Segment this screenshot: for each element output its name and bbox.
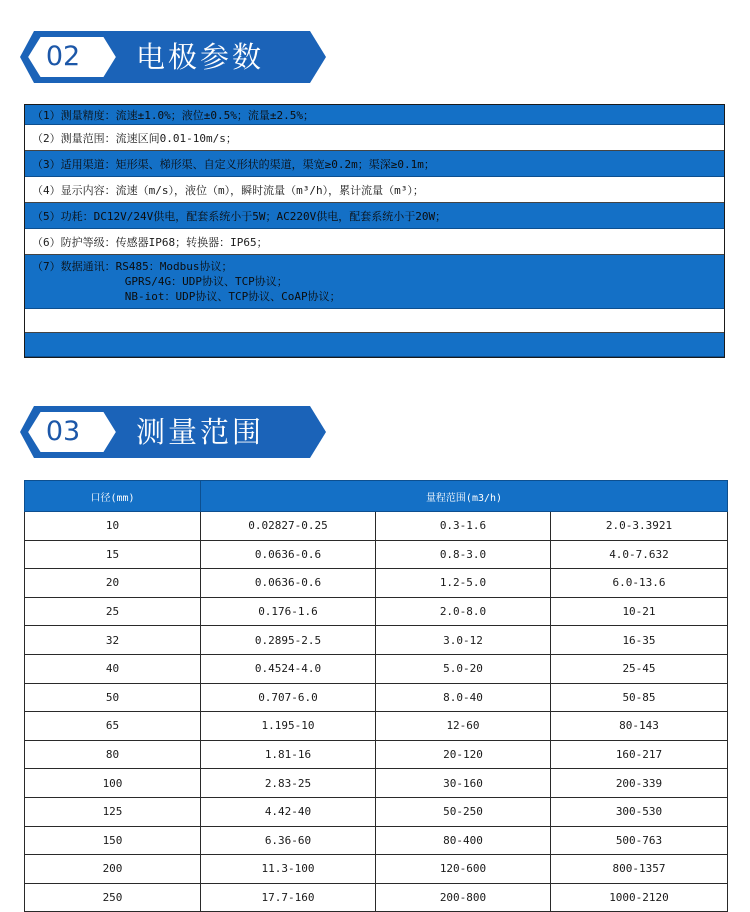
table-cell: 32 [25, 626, 201, 655]
table-cell: 0.3-1.6 [376, 512, 551, 541]
table-cell: 500-763 [551, 826, 728, 855]
param-text: （3）适用渠道：矩形渠、梯形渠、自定义形状的渠道，渠宽≥0.2m；渠深≥0.1m； [32, 157, 435, 171]
table-cell: 65 [25, 712, 201, 741]
table-row [25, 769, 728, 798]
table-cell: 40 [25, 654, 201, 683]
table-cell: 50 [25, 683, 201, 712]
param-text: （1）测量精度：流速±1.0%；液位±0.5%；流量±2.5%； [32, 108, 314, 122]
table-cell: 16-35 [551, 626, 728, 655]
table-cell: 4.0-7.632 [551, 540, 728, 569]
table-cell: 2.0-3.3921 [551, 512, 728, 541]
section-title: 电极参数 [136, 40, 265, 74]
table-cell: 5.0-20 [376, 654, 551, 683]
param-text: NB-iot：UDP协议、TCP协议、CoAP协议； [32, 290, 341, 303]
table-cell: 120-600 [376, 855, 551, 884]
table-cell: 80 [25, 740, 201, 769]
table-cell: 2.83-25 [201, 769, 376, 798]
table-cell: 25-45 [551, 654, 728, 683]
table-cell: 50-85 [551, 683, 728, 712]
param-text: （2）测量范围：流速区间0.01-10m/s； [32, 131, 237, 145]
table-cell: 1.81-16 [201, 740, 376, 769]
table-row [25, 826, 728, 855]
param-text: （7）数据通讯：RS485：Modbus协议； [32, 260, 233, 273]
table-cell: 12-60 [376, 712, 551, 741]
table-cell: 30-160 [376, 769, 551, 798]
table-cell: 80-400 [376, 826, 551, 855]
table-cell: 11.3-100 [201, 855, 376, 884]
param-row [25, 255, 724, 309]
param-text: （4）显示内容：流速（m/s），液位（m），瞬时流量（m³/h），累计流量（m³）； [32, 183, 424, 197]
table-cell: 125 [25, 797, 201, 826]
section-title: 测量范围 [136, 415, 265, 449]
table-cell: 17.7-160 [201, 883, 376, 912]
section-banner-02 [14, 28, 330, 86]
table-row [25, 740, 728, 769]
table-cell: 10 [25, 512, 201, 541]
table-cell: 15 [25, 540, 201, 569]
table-cell: 0.02827-0.25 [201, 512, 376, 541]
table-cell: 6.36-60 [201, 826, 376, 855]
table-row [25, 797, 728, 826]
table-cell: 1000-2120 [551, 883, 728, 912]
table-cell: 0.0636-0.6 [201, 569, 376, 598]
table-row [25, 855, 728, 884]
table-cell: 1.2-5.0 [376, 569, 551, 598]
table-cell: 8.0-40 [376, 683, 551, 712]
table-row [25, 597, 728, 626]
measurement-range-table [24, 480, 728, 912]
param-row [25, 333, 724, 357]
table-row [25, 683, 728, 712]
table-cell: 200-800 [376, 883, 551, 912]
param-row [25, 309, 724, 333]
table-cell: 10-21 [551, 597, 728, 626]
param-row [25, 151, 724, 177]
table-cell: 160-217 [551, 740, 728, 769]
table-cell: 0.0636-0.6 [201, 540, 376, 569]
param-row [25, 125, 724, 151]
table-cell: 20-120 [376, 740, 551, 769]
param-text: （6）防护等级：传感器IP68；转换器：IP65； [32, 235, 268, 249]
table-cell: 0.707-6.0 [201, 683, 376, 712]
table-row [25, 626, 728, 655]
table-cell: 0.176-1.6 [201, 597, 376, 626]
table-cell: 100 [25, 769, 201, 798]
table-cell: 0.4524-4.0 [201, 654, 376, 683]
table-cell: 50-250 [376, 797, 551, 826]
param-row [25, 177, 724, 203]
header-caliber: 口径(mm) [25, 481, 201, 512]
header-range: 量程范围(m3/h) [201, 481, 728, 512]
param-text: GPRS/4G：UDP协议、TCP协议； [32, 275, 288, 288]
table-cell: 0.2895-2.5 [201, 626, 376, 655]
table-cell: 1.195-10 [201, 712, 376, 741]
table-cell: 3.0-12 [376, 626, 551, 655]
section-banner-03 [14, 403, 330, 461]
table-cell: 200-339 [551, 769, 728, 798]
param-row [25, 229, 724, 255]
table-cell: 2.0-8.0 [376, 597, 551, 626]
table-cell: 0.8-3.0 [376, 540, 551, 569]
table-cell: 250 [25, 883, 201, 912]
table-cell: 200 [25, 855, 201, 884]
table-cell: 150 [25, 826, 201, 855]
param-row [25, 105, 724, 125]
table-row [25, 654, 728, 683]
table-cell: 20 [25, 569, 201, 598]
table-row [25, 512, 728, 541]
electrode-params-list [24, 104, 725, 358]
param-row [25, 203, 724, 229]
param-text: （5）功耗：DC12V/24V供电，配套系统小于5W；AC220V供电，配套系统小于20W； [32, 209, 447, 223]
table-row [25, 540, 728, 569]
table-cell: 4.42-40 [201, 797, 376, 826]
section-number: 03 [45, 416, 81, 447]
table-cell: 80-143 [551, 712, 728, 741]
table-row [25, 569, 728, 598]
table-row [25, 712, 728, 741]
table-cell: 25 [25, 597, 201, 626]
section-number: 02 [45, 41, 81, 72]
table-cell: 300-530 [551, 797, 728, 826]
table-cell: 6.0-13.6 [551, 569, 728, 598]
table-header-row [25, 481, 728, 512]
table-cell: 800-1357 [551, 855, 728, 884]
